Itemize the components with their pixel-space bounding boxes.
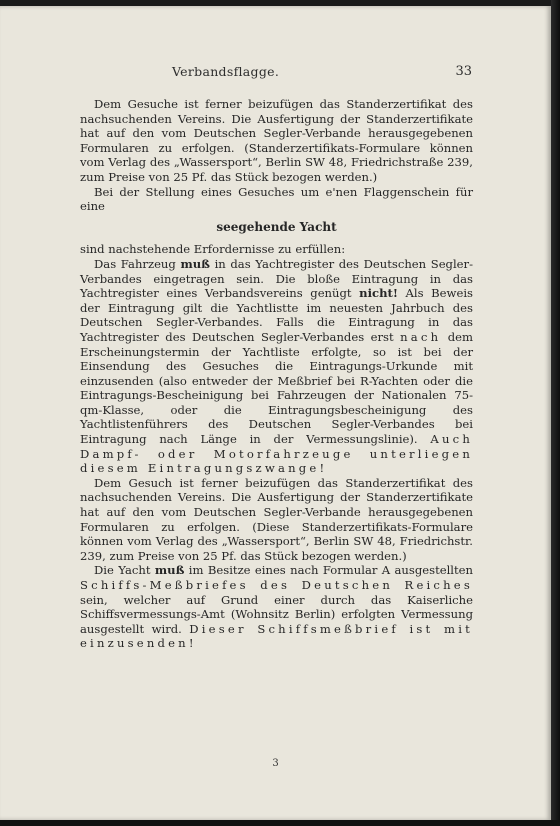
emphasis-muss: muß [180, 256, 210, 271]
spaced-emphasis-eintragungszwang: Auch Dampf- oder Motorfahrzeuge unterliegen diesem Eintragungszwange! [80, 432, 473, 476]
emphasis-muss: muß [154, 563, 185, 578]
text-run: Als Beweis der Eintragung gilt die Yachtlistte im neuesten Jahrbuch des Deutschen Segler-Verbandes. Falls die Eintragung in das Yachtregister des Deutschen Segler-Verbandes erst [80, 286, 473, 344]
spaced-emphasis-messbrief: Schiffs-Meßbriefes des Deutschen Reiches [80, 578, 473, 592]
section-heading: seegehende Yacht [216, 219, 337, 234]
spaced-emphasis-einzusenden: Dieser Schiffsmeßbrief ist mit einzusenden! [80, 621, 473, 651]
body-text [80, 97, 473, 651]
signature-mark: 3 [272, 758, 279, 769]
book-edge-bottom [0, 820, 560, 826]
book-edge-right [551, 0, 560, 826]
text-run: in das Yachtregister des Deutschen Segler-Verbandes eingetragen sein. Die bloße Eintragung in das Yachtregister eines Verbandsvereins genügt [80, 256, 473, 301]
spaced-emphasis-nach: nach [400, 329, 442, 344]
running-title: Verbandsflagge. [172, 64, 280, 79]
paragraph-standerzertifikat-1: Dem Gesuche ist ferner beizufügen das Standerzertifikat des nachsuchenden Vereins. Die Ausfertigung der Standerzertifikate hat auf den vom Deutschen Segler-Verbande herausgegebenen Formularen zu erfolgen. (Standerzertifikats-Formulare können vom Verlag des „Wassersport“, Berlin SW 48, Friedrichstraße 239, zum Preise von 25 Pf. das Stück bezogen werden.) [80, 97, 473, 184]
paragraph-flaggenschein-intro: Bei der Stellung eines Gesuches um e'nen Flaggenschein für eine [80, 184, 473, 214]
paragraph-messbrief [80, 563, 473, 651]
emphasis-nicht: nicht! [359, 286, 398, 301]
page-header [80, 64, 472, 84]
text-run: im Besitze eines nach Formular A ausgestellten [184, 563, 473, 578]
paragraph-requirements-lead: sind nachstehende Erfordernisse zu erfüllen: [80, 242, 346, 257]
text-run: dem Erscheinungstermin der Yachtliste erfolgte, so ist bei der Einsendung des Gesuches die Eintragungs-Urkunde mit einzusenden (also entweder der Meßbrief bei R-Yachten oder die Eintragungs-Bescheinigung bei Fahrzeugen der Nationalen 75-qm-Klasse, oder die Eintragungsbescheinigung des Yachtlistenführers des Deutschen Segler-Verbandes bei Eintragung nach Länge in der Vermessungslinie). [80, 329, 473, 447]
text-run: Die Yacht [94, 563, 155, 578]
text-run: Das Fahrzeug [94, 256, 181, 271]
book-page [0, 6, 551, 820]
paragraph-yachtregister [80, 257, 473, 476]
paragraph-standerzertifikat-2: Dem Gesuch ist ferner beizufügen das Standerzertifikat des nachsuchenden Vereins. Die Ausfertigung der Standerzertifikate hat auf den vom Deutschen Segler-Verbande herausgegebenen Formularen zu erfolgen. (Diese Standerzertifikats-Formulare können vom Verlag des „Wassersport“, Berlin SW 48, Friedrichstr. 239, zum Preise von 25 Pf. das Stück bezogen werden.) [80, 475, 473, 563]
page-number: 33 [455, 64, 472, 79]
text-run: sein, welcher auf Grund einer durch das Kaiserliche Schiffsvermessungs-Amt (Wohnsitz Berlin) erfolgten Vermessung ausgestellt wird. [80, 592, 473, 636]
